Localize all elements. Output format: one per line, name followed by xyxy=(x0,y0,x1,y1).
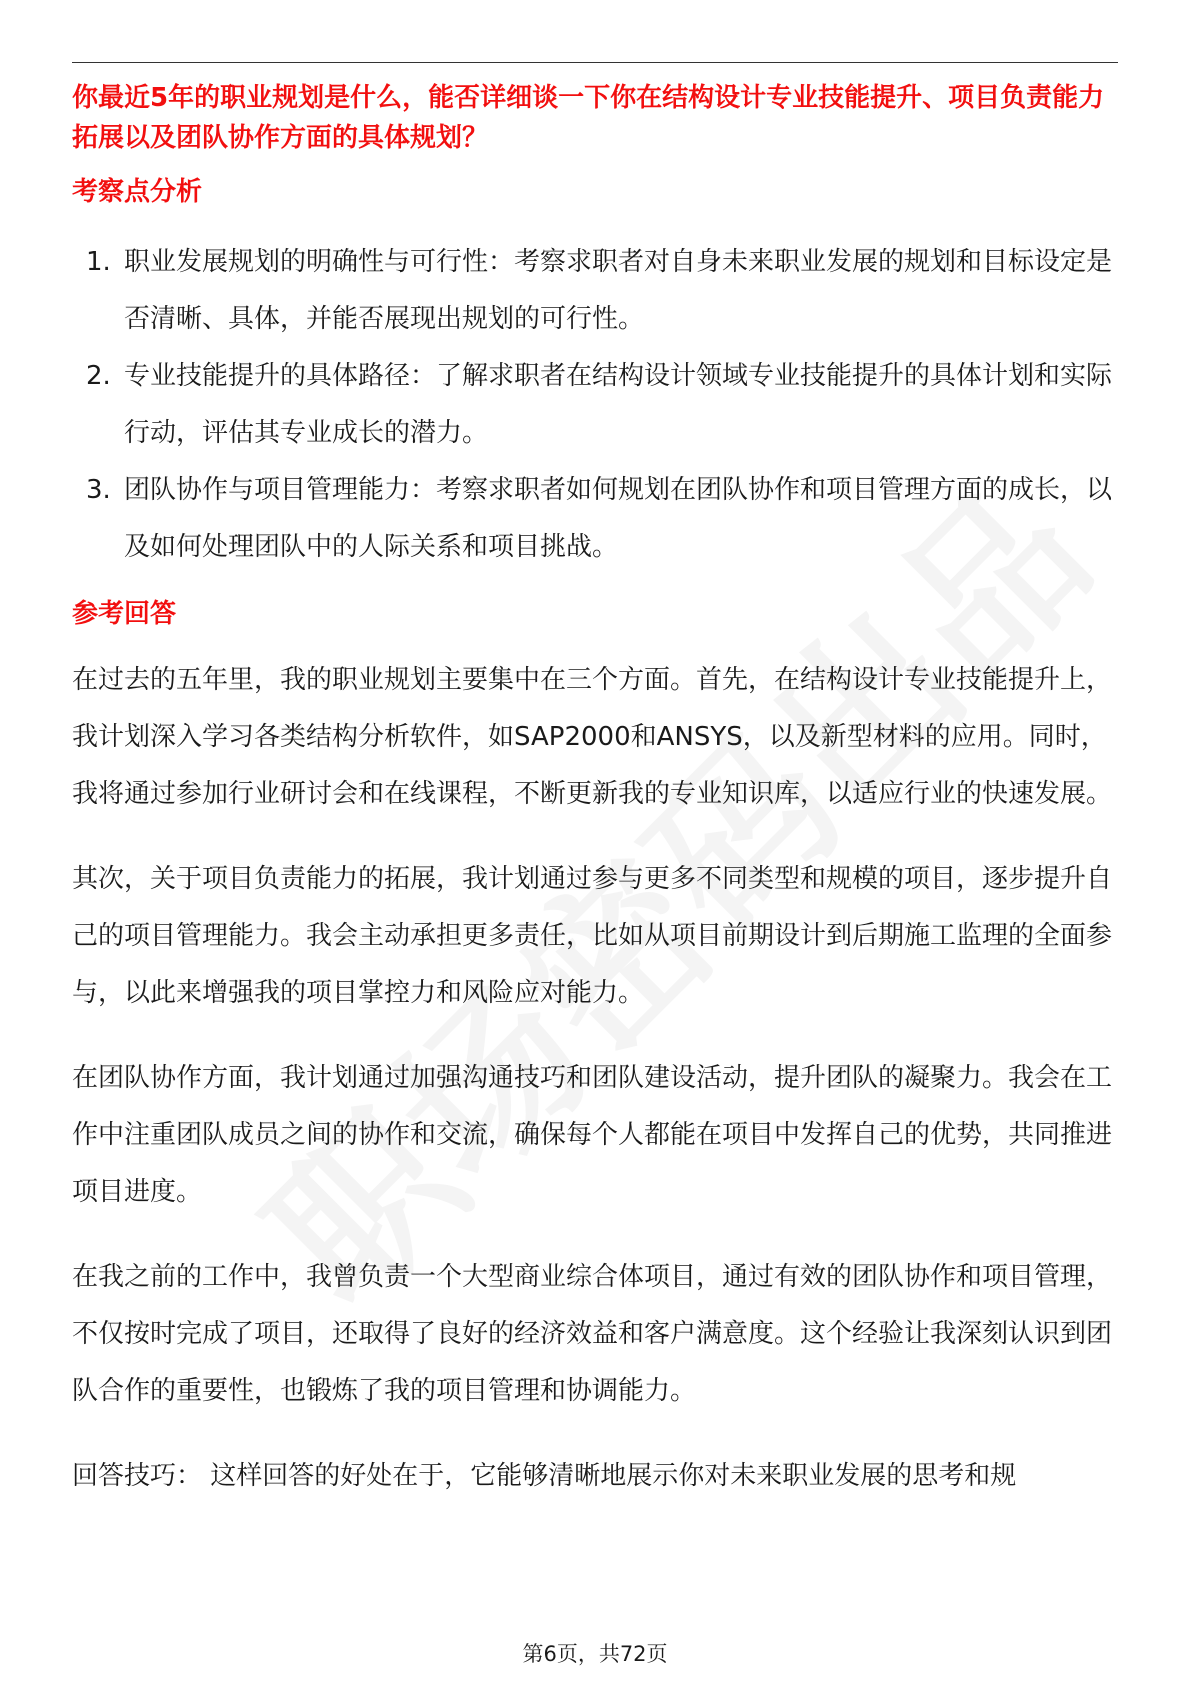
point-text: 职业发展规划的明确性与可行性：考察求职者对自身未来职业发展的规划和目标设定是否清晰、具体，并能否展现出规划的可行性。 xyxy=(124,247,1113,334)
answer-paragraph: 在我之前的工作中，我曾负责一个大型商业综合体项目，通过有效的团队协作和项目管理，不仅按时完成了项目，还取得了良好的经济效益和客户满意度。这个经验让我深刻认识到团队合作的重要性，也锻炼了我的项目管理和协调能力。 xyxy=(72,1262,1113,1406)
analysis-point xyxy=(72,234,1122,348)
analysis-points xyxy=(72,234,1122,576)
analysis-point xyxy=(72,462,1122,576)
analysis-title: 考察点分析 xyxy=(72,177,203,207)
answer-paragraph: 在团队协作方面，我计划通过加强沟通技巧和团队建设活动，提升团队的凝聚力。我会在工作中注重团队成员之间的协作和交流，确保每个人都能在项目中发挥自己的优势，共同推进项目进度。 xyxy=(72,1063,1113,1207)
page-number: 第6页，共72页 xyxy=(522,1642,668,1666)
analysis-point xyxy=(72,348,1122,462)
page-content xyxy=(72,78,1122,1505)
point-text: 团队协作与项目管理能力：考察求职者如何规划在团队协作和项目管理方面的成长，以及如何处理团队中的人际关系和项目挑战。 xyxy=(124,475,1113,562)
answer-title: 参考回答 xyxy=(72,599,177,629)
answer-paragraph: 其次，关于项目负责能力的拓展，我计划通过参与更多不同类型和规模的项目，逐步提升自己的项目管理能力。我会主动承担更多责任，比如从项目前期设计到后期施工监理的全面参与，以此来增强我的项目掌控力和风险应对能力。 xyxy=(72,864,1113,1008)
answer-paragraph: 在过去的五年里，我的职业规划主要集中在三个方面。首先，在结构设计专业技能提升上，我计划深入学习各类结构分析软件，如SAP2000和ANSYS，以及新型材料的应用。同时，我将通过参加行业研讨会和在线课程，不断更新我的专业知识库，以适应行业的快速发展。 xyxy=(72,665,1113,809)
point-text: 专业技能提升的具体路径：了解求职者在结构设计领域专业技能提升的具体计划和实际行动，评估其专业成长的潜力。 xyxy=(124,361,1113,448)
point-number: 1. xyxy=(86,247,111,277)
point-number: 3. xyxy=(86,475,111,505)
answer-tip: 回答技巧： 这样回答的好处在于，它能够清晰地展示你对未来职业发展的思考和规 xyxy=(72,1461,1017,1491)
question-heading: 你最近5年的职业规划是什么，能否详细谈一下你在结构设计专业技能提升、项目负责能力拓展以及团队协作方面的具体规划？ xyxy=(72,83,1105,153)
header-rule xyxy=(72,62,1118,63)
point-number: 2. xyxy=(86,361,111,391)
